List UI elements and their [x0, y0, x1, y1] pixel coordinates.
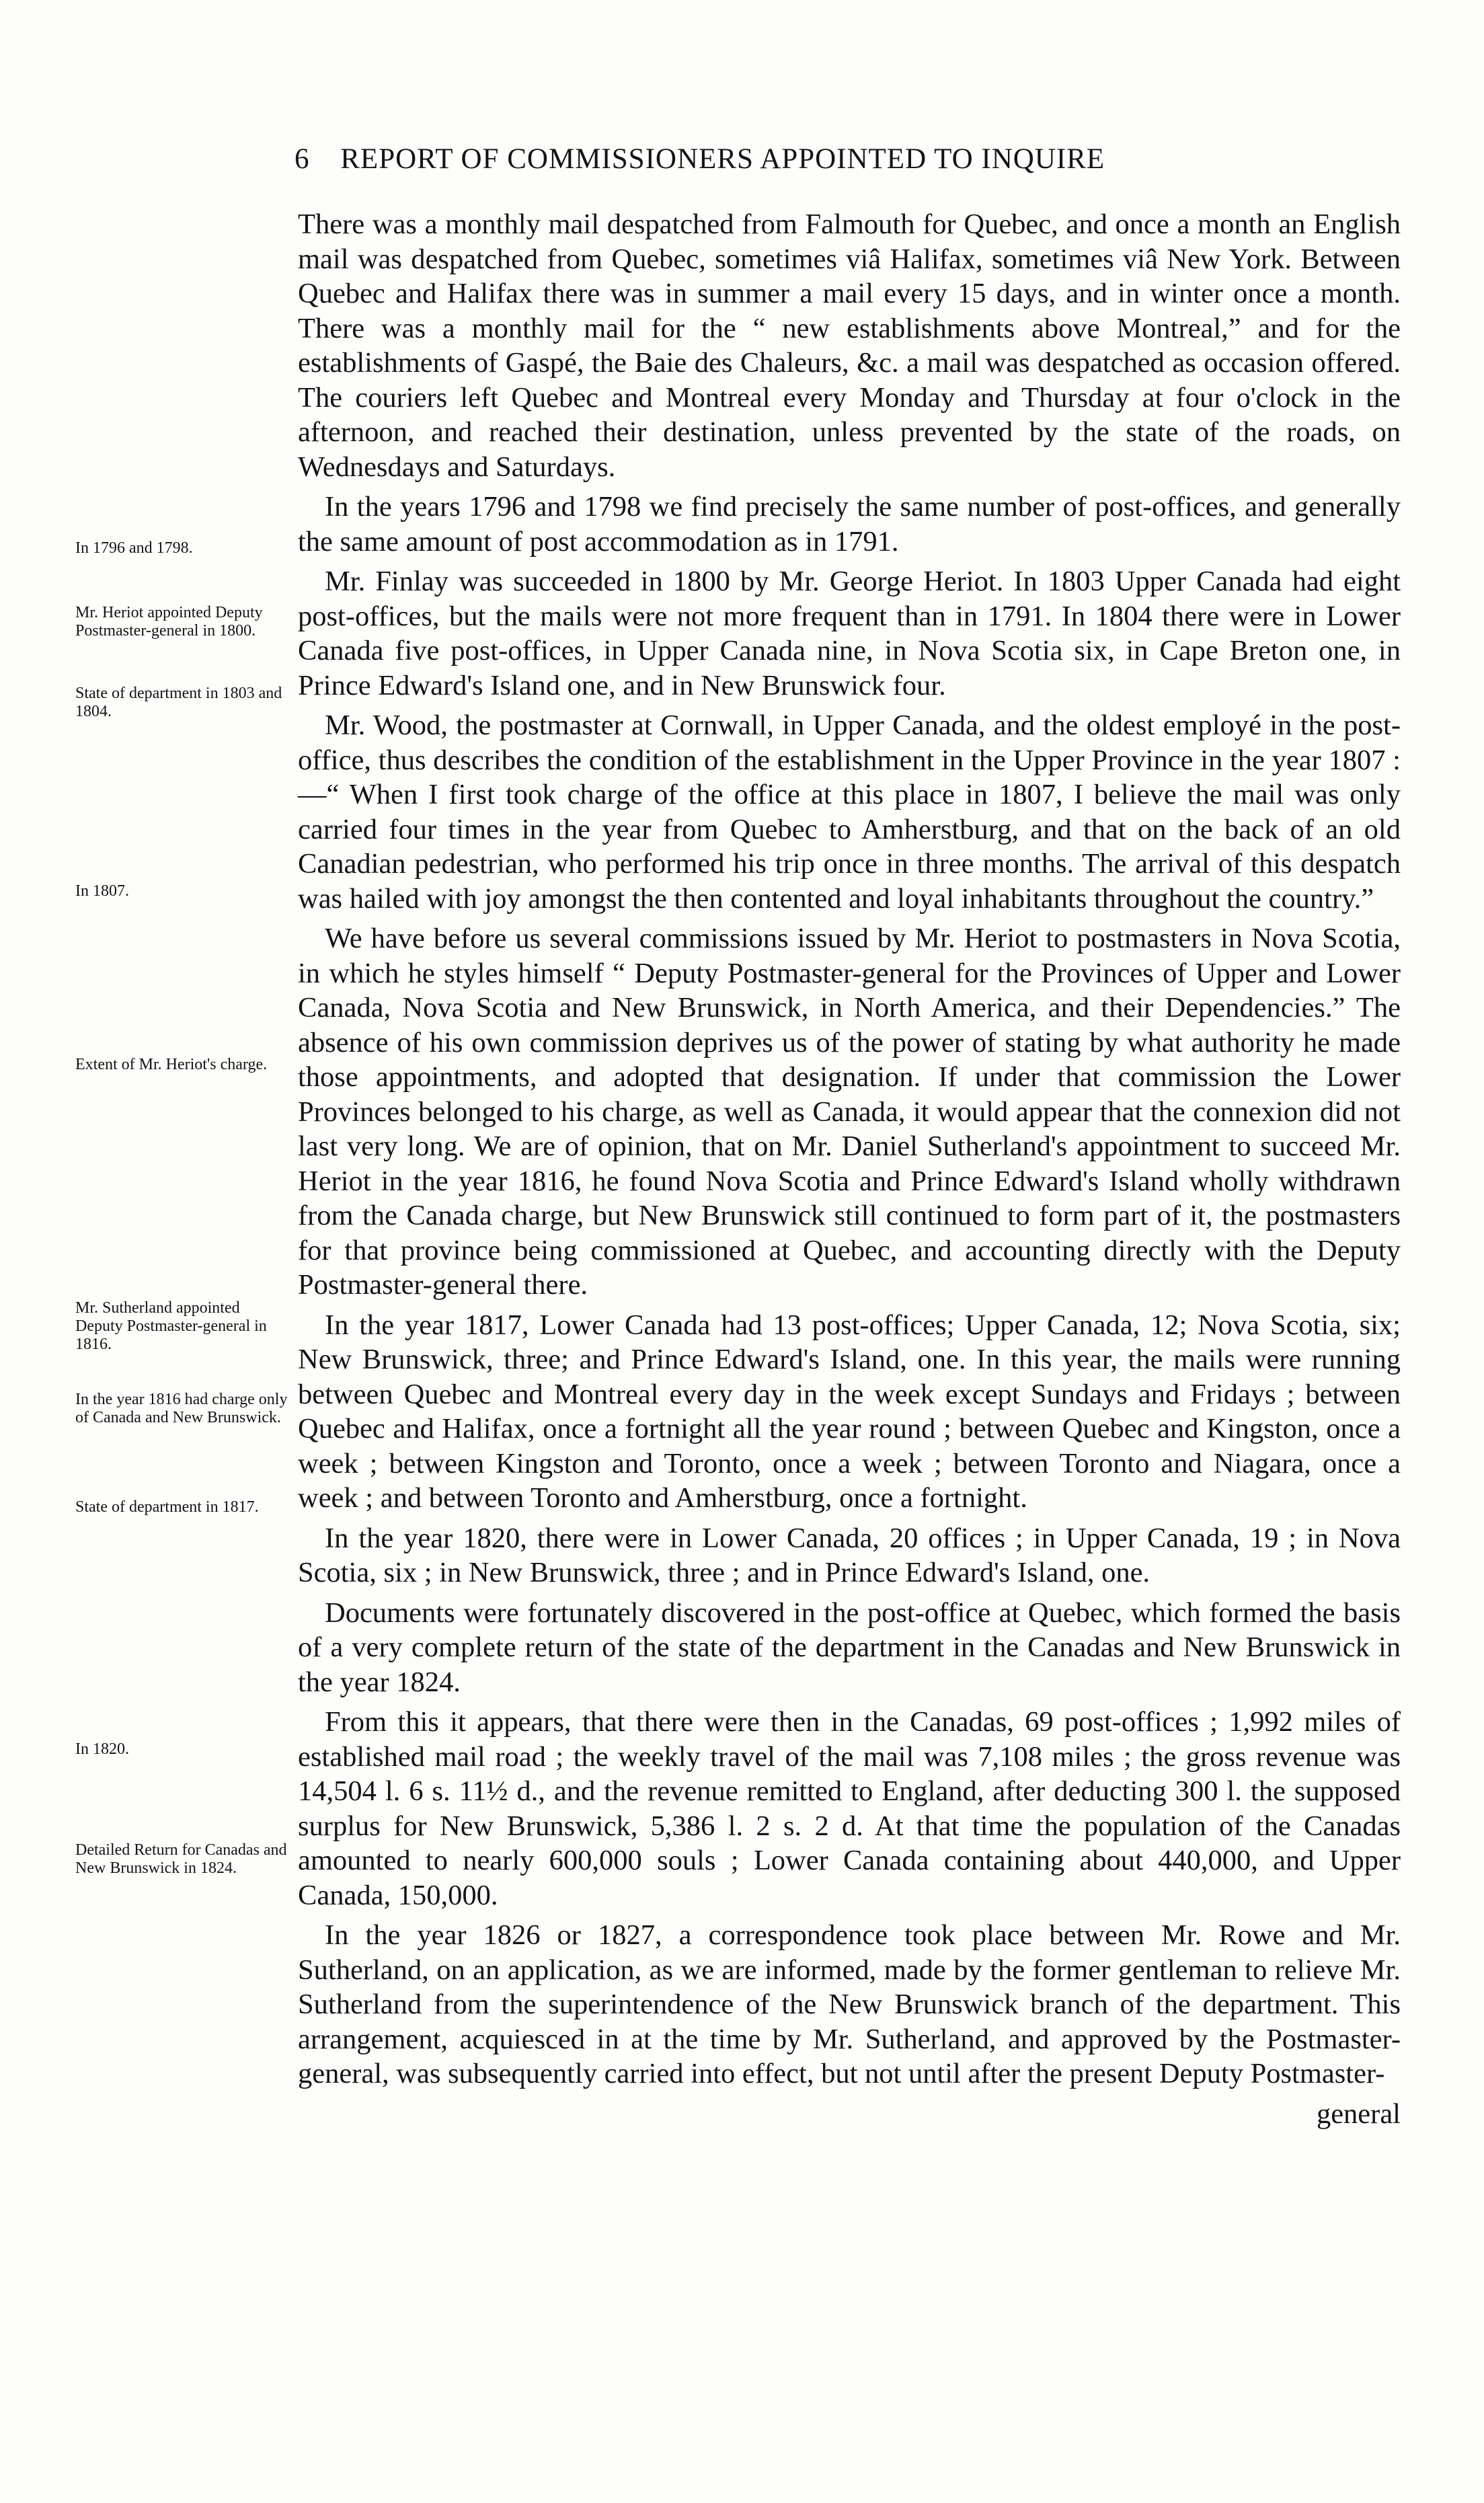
paragraph: In the year 1817, Lower Canada had 13 post-offices; Upper Canada, 12; Nova Scotia, six; New Brunswick, three; and Prince Edward's Island, one. In this year, the mails were running between Quebec and Montreal every day in the week except Sundays and Fridays ; between Quebec and Halifax, once a fortnight all the year round ; between Quebec and Kingston, once a week ; between Kingston and Toronto, once a week ; between Toronto and Niagara, once a week ; and between Toronto and Amherstburg, once a fortnight. — [298, 1309, 1401, 1514]
margin-note: In 1820. — [75, 1740, 129, 1758]
paragraph: Mr. Wood, the postmaster at Cornwall, in Upper Canada, and the oldest employé in the post-office, thus describes the condition of the establishment in the Upper Province in the year 1807 :—“ When I first took charge of the office at this place in 1807, I believe the mail was only carried four times in the year from Quebec to Amherstburg, and that on the back of an old Canadian pedestrian, who performed his trip once in three months. The arrival of this despatch was hailed with joy amongst the then contented and loyal inhabitants throughout the country.” — [298, 709, 1401, 915]
paragraph: In the year 1826 or 1827, a correspondence took place between Mr. Rowe and Mr. Sutherland, on an application, as we are informed, made by the former gentleman to relieve Mr. Sutherland from the superintendence of the New Brunswick branch of the department. This arrangement, acquiesced in at the time by Mr. Sutherland, and approved by the Postmaster-general, was subsequently carried into effect, but not until after the present Deputy Postmaster- — [298, 1919, 1401, 2089]
paragraph: Documents were fortunately discovered in the post-office at Quebec, which formed the basis of a very complete return of the state of the department in the Canadas and New Brunswick in the year 1824. — [298, 1596, 1401, 1698]
page-number: 6 — [295, 143, 310, 175]
paragraph: We have before us several commissions issued by Mr. Heriot to postmasters in Nova Scotia, in which he styles himself “ Deputy Postmaster-general for the Provinces of Upper and Lower Canada, Nova Scotia and New Brunswick, in North America, and their Dependencies.” The absence of his own commission deprives us of the power of stating by what authority he made those appointments, and adopted that designation. If under that commission the Lower Provinces belonged to his charge, as well as Canada, it would appear that the connexion did not last very long. We are of opinion, that on Mr. Daniel Sutherland's appointment to succeed Mr. Heriot in the year 1816, he found Nova Scotia and Prince Edward's Island wholly withdrawn from the Canada charge, but New Brunswick still continued to form part of it, the postmasters for that province being commissioned at Quebec, and accounting directly with the Deputy Postmaster-general there. — [298, 923, 1401, 1301]
margin-note: State of department in 1817. — [75, 1498, 259, 1516]
paragraph: In the years 1796 and 1798 we find precisely the same number of post-offices, and generally the same amount of post accommodation as in 1791. — [298, 491, 1401, 557]
paragraph: There was a monthly mail despatched from Falmouth for Quebec, and once a month an English mail was despatched from Quebec, sometimes viâ Halifax, sometimes viâ New York. Between Quebec and Halifax there was in summer a mail every 15 days, and in winter once a month. There was a monthly mail for the “ new establishments above Montreal,” and for the establishments of Gaspé, the Baie des Chaleurs, &c. a mail was despatched as occasion offered. The couriers left Quebec and Montreal every Monday and Thursday at four o'clock in the afternoon, and reached their destination, unless prevented by the state of the roads, on Wednesdays and Saturdays. — [298, 208, 1401, 483]
paragraph: From this it appears, that there were then in the Canadas, 69 post-offices ; 1,992 miles of established mail road ; the weekly travel of the mail was 7,108 miles ; the gross revenue was 14,504 l. 6 s. 11½ d., and the revenue remitted to England, after deducting 300 l. the supposed surplus for New Brunswick, 5,386 l. 2 s. 2 d. At that time the population of the Canadas amounted to nearly 600,000 souls ; Lower Canada containing about 440,000, and Upper Canada, 150,000. — [298, 1706, 1401, 1911]
margin-note: Mr. Sutherland appointed Deputy Postmaster-general in 1816. — [75, 1299, 267, 1353]
catchword: general — [1316, 2097, 1401, 2130]
margin-note: Mr. Heriot appointed Deputy Postmaster-general in 1800. — [75, 604, 263, 640]
margin-note: Extent of Mr. Heriot's charge. — [75, 1056, 268, 1073]
page-header — [295, 143, 1384, 176]
main-text — [298, 207, 1401, 2136]
margin-note: Detailed Return for Canadas and New Brunswick in 1824. — [75, 1841, 287, 1877]
margin-note: In 1796 and 1798. — [75, 539, 193, 557]
paragraph: Mr. Finlay was succeeded in 1800 by Mr. George Heriot. In 1803 Upper Canada had eight post-offices, but the mails were not more frequent than in 1791. In 1804 there were in Lower Canada five post-offices, in Upper Canada nine, in Nova Scotia six, in Cape Breton one, in Prince Edward's Island one, and in New Brunswick four. — [298, 566, 1401, 701]
margin-note: State of department in 1803 and 1804. — [75, 685, 282, 720]
margin-note: In 1807. — [75, 882, 129, 900]
paragraph: In the year 1820, there were in Lower Canada, 20 offices ; in Upper Canada, 19 ; in Nova Scotia, six ; in New Brunswick, three ; and in Prince Edward's Island, one. — [298, 1522, 1401, 1588]
margin-note: In the year 1816 had charge only of Canada and New Brunswick. — [75, 1391, 288, 1426]
running-title: REPORT OF COMMISSIONERS APPOINTED TO INQUIRE — [340, 143, 1105, 175]
